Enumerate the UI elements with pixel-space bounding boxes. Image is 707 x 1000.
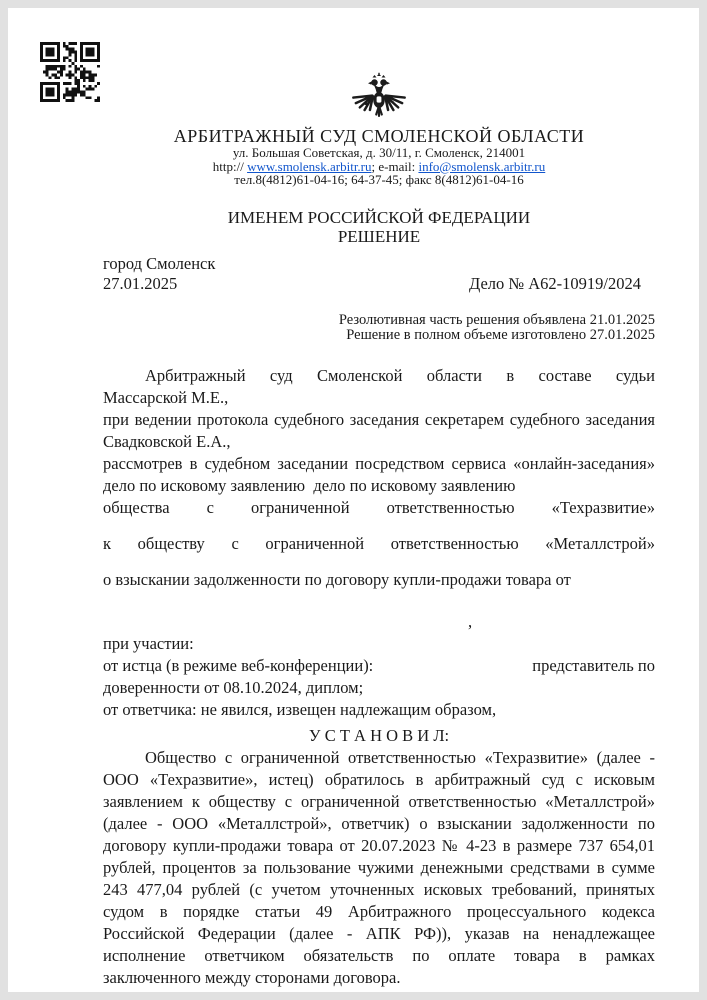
court-name: АРБИТРАЖНЫЙ СУД СМОЛЕНСКОЙ ОБЛАСТИ: [173, 126, 585, 146]
participants-label: при участии:: [103, 633, 194, 653]
established-paragraph: [103, 747, 655, 989]
established-line: ООО «Техразвитие», истец) обратилось в арбитражный суд с исковым: [103, 769, 655, 789]
established-line: Российской Федерации (далее - АПК РФ)), указав на ненадлежащее: [103, 923, 655, 943]
court-address: ул. Большая Советская, д. 30/11, г. Смоленск, 214001: [232, 145, 526, 160]
intro-line: рассмотрев в судебном заседании посредством сервиса «онлайн-заседания»: [103, 453, 655, 473]
court-phone: тел.8(4812)61-04-16; 64-37-45; факс 8(4812)61-04-16: [234, 172, 524, 187]
plaintiff-mode: от истца (в режиме веб-конференции):: [103, 655, 374, 675]
established-line: 243 477,04 рублей (с учетом уточненных исковых требований, принятых: [103, 879, 655, 899]
established-line: рублей, процентов за пользование чужими денежными средствами в сумме: [103, 857, 655, 877]
intro-line: Арбитражный суд Смоленской области в составе судьи: [145, 365, 655, 385]
established-line: заключенного между сторонами договора.: [103, 967, 401, 987]
court-website-link[interactable]: www.smolensk.arbitr.ru: [247, 158, 372, 174]
document-title: [103, 208, 655, 246]
intro-line: при ведении протокола судебного заседания секретарем судебного заседания: [103, 409, 655, 429]
court-contacts-web: [103, 160, 655, 174]
document-page: [8, 8, 699, 992]
intro-line: Свадковской Е.А.,: [103, 431, 231, 451]
plaintiff-line: общества с ограниченной ответственностью «Техразвитие»: [103, 497, 655, 517]
resolutive-full-text: Решение в полном объеме изготовлено 27.01.2025: [346, 327, 655, 343]
web-prefix: http://: [212, 158, 248, 174]
established-line: исполнение ответчиком обязательств по оплате товара в рамках: [103, 945, 655, 965]
title-line-federation: ИМЕНЕМ РОССИЙСКОЙ ФЕДЕРАЦИИ: [227, 207, 531, 227]
email-separator: ; e-mail:: [371, 158, 419, 174]
plaintiff-representative: представитель по: [532, 655, 655, 675]
intro-line: дело по исковому заявлению дело по исковому заявлению: [103, 475, 516, 495]
intro-line: Массарской М.Е.,: [103, 387, 229, 407]
defendant-line: к обществу с ограниченной ответственностью «Металлстрой»: [103, 533, 655, 553]
resolutive-announced: Резолютивная часть решения объявлена 21.01.2025: [338, 311, 655, 328]
established-line: (далее - ООО «Металлстрой», ответчик) о взыскании задолженности по: [103, 813, 655, 833]
resolutive-block: [103, 313, 655, 344]
date-case-row: [103, 274, 655, 294]
established-line: судом в порядке статьи 49 Арбитражного процессуального кодекса: [103, 901, 655, 921]
city-line: город Смоленск: [103, 253, 216, 273]
established-line: договору купли-продажи товара от 20.07.2023 № 4-23 в размере 737 654,01: [103, 835, 655, 855]
ustanovil-heading: У С Т А Н О В И Л:: [308, 725, 450, 745]
court-email-link[interactable]: info@smolensk.arbitr.ru: [418, 158, 546, 174]
defendant-absence-line: от ответчика: не явился, извещен надлежащим образом,: [103, 699, 497, 719]
russian-coat-of-arms-icon: [349, 72, 409, 124]
plaintiff-poa-line: доверенности от 08.10.2024, диплом;: [103, 677, 364, 697]
document-content: [8, 72, 699, 989]
established-line: заявлением к обществу с ограниченной ответственностью «Металлстрой»: [103, 791, 655, 811]
established-line: Общество с ограниченной ответственностью «Техразвитие» (далее -: [145, 747, 655, 767]
claim-subject-line: о взыскании задолженности по договору купли-продажи товара от: [103, 569, 571, 589]
qr-code-icon: [40, 42, 100, 102]
orphan-comma-line: ,: [468, 611, 473, 631]
plaintiff-representative-row: [103, 655, 655, 677]
title-line-decision: РЕШЕНИЕ: [337, 226, 421, 246]
decision-date: 27.01.2025: [103, 273, 178, 293]
case-number: Дело № А62-10919/2024: [468, 273, 641, 293]
intro-paragraph: [103, 365, 655, 989]
